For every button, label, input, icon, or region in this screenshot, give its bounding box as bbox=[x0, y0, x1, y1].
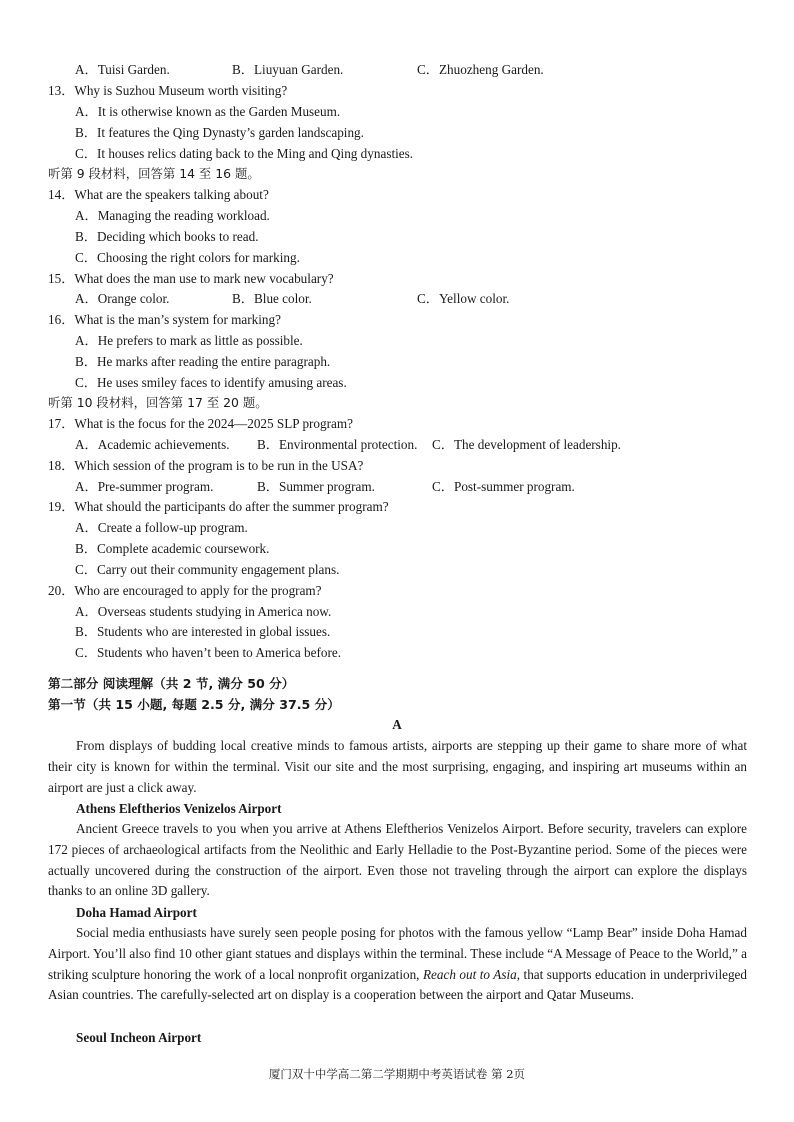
page-footer: 厦门双十中学高二第二学期期中考英语试卷 第 2页 bbox=[268, 1067, 526, 1081]
q19-option-c: C．Carry out their community engagement plans. bbox=[75, 562, 340, 577]
intro-paragraph: From displays of budding local creative minds to famous artists, airports are stepping up their game to share more of what their city is known for within the terminal. Visit our site and the most surprising, engaging, and inspiring art museums within an airport are just a click away. bbox=[48, 738, 747, 795]
q20-stem: 20．Who are encouraged to apply for the program? bbox=[48, 583, 322, 598]
doha-paragraph-org-name: Reach out to Asia bbox=[422, 966, 517, 982]
q20-option-b: B．Students who are interested in global issues. bbox=[75, 624, 331, 639]
part-2-section-1-title: 第一节（共 15 小题, 每题 2.5 分, 满分 37.5 分） bbox=[48, 697, 340, 712]
q13-option-a: A．It is otherwise known as the Garden Museum. bbox=[75, 104, 341, 119]
q16-option-a: A．He prefers to mark as little as possible. bbox=[75, 333, 303, 348]
q17-option-b: B．Environmental protection. bbox=[257, 437, 418, 452]
doha-paragraph-part-2: , that supports education in underprivileged Asian countries. The carefully-selected art on display is a cooperation between the airport and Qatar Museums. bbox=[48, 966, 748, 1003]
athens-paragraph: Ancient Greece travels to you when you arrive at Athens Eleftherios Venizelos Airport. Before security, travelers can explore 172 pieces of archaeological artifacts from the Neolithic and Early Helladie to the Post-Byzantine period. Some of the pieces were actually uncovered during the construction of the airport. Even those not traveling through the airport can explore the displays thanks to an online 3D gallery. bbox=[48, 821, 747, 899]
q15-option-c: C．Yellow color. bbox=[417, 291, 510, 306]
q16-stem: 16．What is the man’s system for marking? bbox=[48, 312, 281, 327]
q13-stem: 13．Why is Suzhou Museum worth visiting? bbox=[48, 83, 288, 98]
q14-stem: 14．What are the speakers talking about? bbox=[48, 187, 269, 202]
q13-option-b: B．It features the Qing Dynasty’s garden landscaping. bbox=[75, 125, 364, 140]
q15-stem: 15．What does the man use to mark new vocabulary? bbox=[48, 271, 334, 286]
q17-option-c: C．The development of leadership. bbox=[432, 437, 621, 452]
q14-option-a: A．Managing the reading workload. bbox=[75, 208, 270, 223]
q20-option-c: C．Students who haven’t been to America before. bbox=[75, 645, 342, 660]
part-2-title: 第二部分 阅读理解（共 2 节, 满分 50 分） bbox=[48, 676, 295, 691]
doha-heading: Doha Hamad Airport bbox=[76, 905, 197, 920]
q15-option-a: A．Orange color. bbox=[75, 291, 170, 306]
q18-stem: 18．Which session of the program is to be run in the USA? bbox=[48, 458, 364, 473]
q18-option-c: C．Post-summer program. bbox=[432, 479, 575, 494]
q13-option-c: C．It houses relics dating back to the Ming and Qing dynasties. bbox=[75, 146, 414, 161]
q14-option-b: B．Deciding which books to read. bbox=[75, 229, 259, 244]
q16-option-c: C．He uses smiley faces to identify amusing areas. bbox=[75, 375, 347, 390]
q12-option-a: A．Tuisi Garden. bbox=[75, 62, 170, 77]
q14-option-c: C．Choosing the right colors for marking. bbox=[75, 250, 300, 265]
q18-option-b: B．Summer program. bbox=[257, 479, 375, 494]
passage-letter: A bbox=[392, 717, 402, 732]
q17-option-a: A．Academic achievements. bbox=[75, 437, 230, 452]
athens-heading: Athens Eleftherios Venizelos Airport bbox=[76, 801, 282, 816]
q17-stem: 17．What is the focus for the 2024—2025 SLP program? bbox=[48, 416, 353, 431]
q20-option-a: A．Overseas students studying in America now. bbox=[75, 604, 332, 619]
seoul-heading: Seoul Incheon Airport bbox=[76, 1030, 202, 1045]
q18-option-a: A．Pre-summer program. bbox=[75, 479, 214, 494]
doha-paragraph-part-1: Social media enthusiasts have surely seen people posing for photos with the famous yellow “Lamp Bear” inside Doha Hamad Airport. You’ll also find 10 other giant statues and displays within the terminal. These include “A Message of Peace to the World,” a striking sculpture honoring the work of a local nonprofit organization, bbox=[48, 925, 747, 982]
q15-option-b: B．Blue color. bbox=[232, 291, 312, 306]
section-10-instruction: 听第 10 段材料，回答第 17 至 20 题。 bbox=[48, 395, 268, 410]
q19-option-b: B．Complete academic coursework. bbox=[75, 541, 270, 556]
q12-option-c: C．Zhuozheng Garden. bbox=[417, 62, 544, 77]
q19-option-a: A．Create a follow-up program. bbox=[75, 520, 248, 535]
q12-option-b: B．Liuyuan Garden. bbox=[232, 62, 344, 77]
q16-option-b: B．He marks after reading the entire paragraph. bbox=[75, 354, 331, 369]
q19-stem: 19．What should the participants do after the summer program? bbox=[48, 499, 389, 514]
section-9-instruction: 听第 9 段材料，回答第 14 至 16 题。 bbox=[48, 166, 260, 181]
doha-paragraph bbox=[48, 923, 747, 1006]
